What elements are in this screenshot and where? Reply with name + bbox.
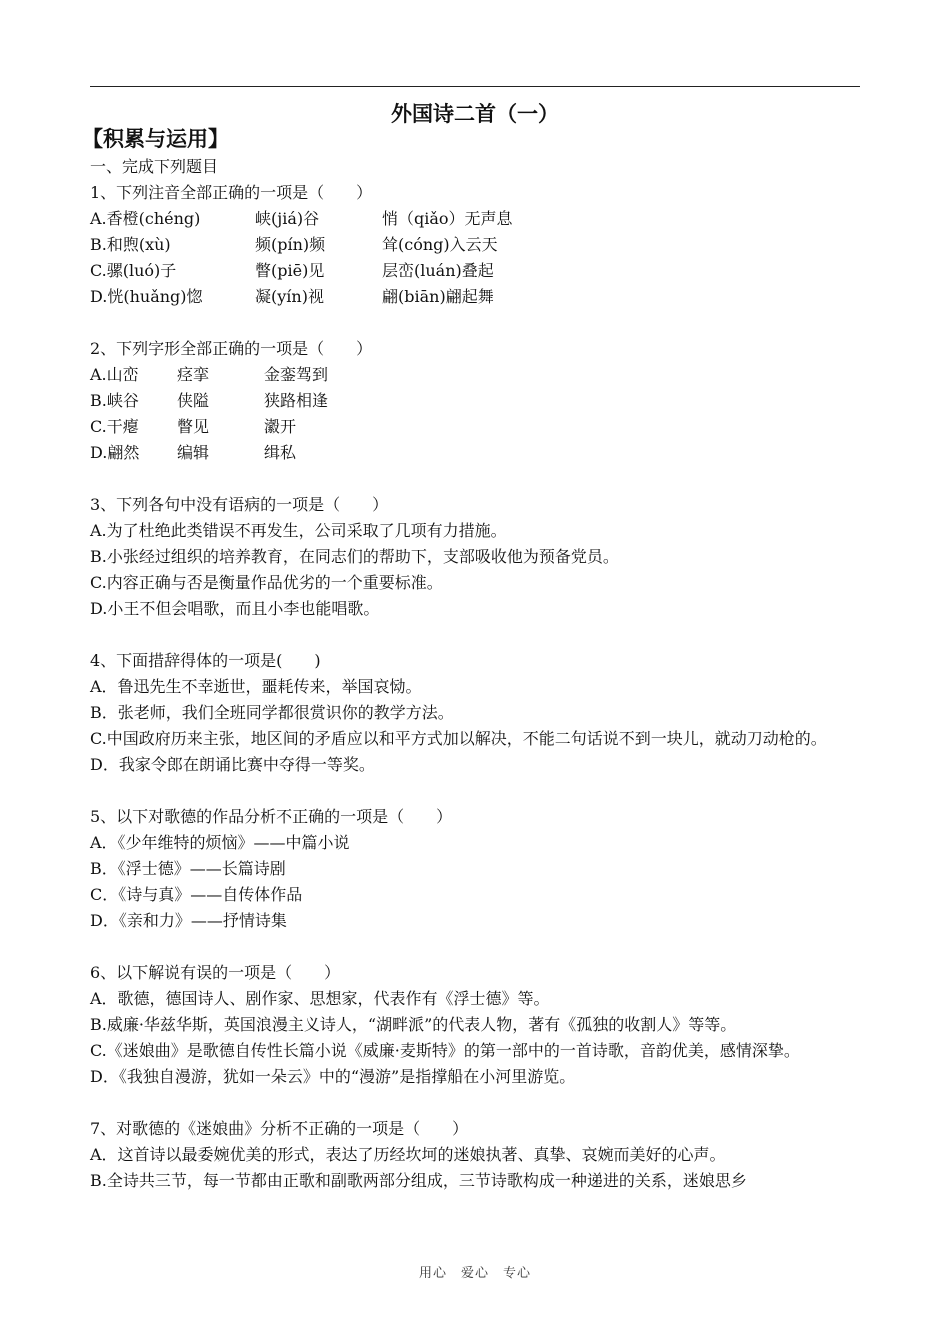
question-7 xyxy=(90,1116,860,1194)
question-stem: 2、下列字形全部正确的一项是（ ） xyxy=(90,339,373,358)
option-row xyxy=(90,284,860,310)
option-row xyxy=(90,440,860,466)
option-cell: C.骡(luó)子 xyxy=(90,261,177,280)
option-b: B.全诗共三节，每一节都由正歌和副歌两部分组成，三节诗歌构成一种递进的关系，迷娘思乡 xyxy=(90,1171,747,1190)
option-a: A．歌德，德国诗人、剧作家、思想家，代表作有《浮士德》等。 xyxy=(90,989,550,1008)
question-2 xyxy=(90,336,860,466)
option-d: D.小王不但会唱歌，而且小李也能唱歌。 xyxy=(90,599,380,618)
option-cell: 狭路相逢 xyxy=(264,391,329,410)
option-a: A．鲁迅先生不幸逝世，噩耗传来，举国哀恸。 xyxy=(90,677,422,696)
page-footer: 用心 爱心 专心 xyxy=(418,1266,531,1281)
option-c: C.内容正确与否是衡量作品优劣的一个重要标准。 xyxy=(90,573,443,592)
option-c: C．《诗与真》——自传体作品 xyxy=(90,885,303,904)
option-cell: 峡(jiá)谷 xyxy=(255,209,320,228)
document-body xyxy=(82,124,860,1194)
question-5 xyxy=(90,804,860,934)
option-a: A．《少年维特的烦恼》——中篇小说 xyxy=(90,833,350,852)
option-row xyxy=(90,388,860,414)
option-cell: D.恍(huǎng)惚 xyxy=(90,287,203,306)
question-3 xyxy=(90,492,860,622)
option-cell: 凝(yín)视 xyxy=(255,287,324,306)
option-b: B．《浮士德》——长篇诗剧 xyxy=(90,859,286,878)
option-cell: 耸(cóng)入云天 xyxy=(382,235,498,254)
option-cell: 层峦(luán)叠起 xyxy=(382,261,494,280)
option-row xyxy=(90,258,860,284)
option-c: C.《迷娘曲》是歌德自传性长篇小说《威廉·麦斯特》的第一部中的一首诗歌，音韵优美，感情深挚。 xyxy=(90,1041,800,1060)
option-cell: 瞥见 xyxy=(177,417,210,436)
option-d: D．《亲和力》——抒情诗集 xyxy=(90,911,287,930)
option-row xyxy=(90,232,860,258)
question-stem: 3、下列各句中没有语病的一项是（ ） xyxy=(90,495,389,514)
option-b: B.小张经过组织的培养教育，在同志们的帮助下，支部吸收他为预备党员。 xyxy=(90,547,619,566)
option-cell: 痉挛 xyxy=(177,365,210,384)
option-cell: 频(pín)频 xyxy=(255,235,326,254)
option-cell: 翩(biān)翩起舞 xyxy=(382,287,494,306)
question-stem: 6、以下解说有误的一项是（ ） xyxy=(90,963,341,982)
document-page xyxy=(82,0,860,1344)
option-cell: A.山峦 xyxy=(90,365,139,384)
option-cell: A.香橙(chéng) xyxy=(90,209,201,228)
page-title: 外国诗二首（一） xyxy=(391,102,559,126)
option-cell: D.翩然 xyxy=(90,443,140,462)
section-heading: 【积累与运用】 xyxy=(82,127,229,151)
option-cell: 缉私 xyxy=(264,443,297,462)
option-a: A.为了杜绝此类错误不再发生，公司采取了几项有力措施。 xyxy=(90,521,507,540)
question-6 xyxy=(90,960,860,1090)
option-cell: 瀫开 xyxy=(264,417,297,436)
option-a: A．这首诗以最委婉优美的形式，表达了历经坎坷的迷娘执著、真挚、哀婉而美好的心声。 xyxy=(90,1145,726,1164)
option-cell: B.峡谷 xyxy=(90,391,139,410)
option-c: C.中国政府历来主张，地区间的矛盾应以和平方式加以解决，不能二句话说不到一块儿，就动刀动枪的。 xyxy=(90,729,827,748)
part-heading: 一、完成下列题目 xyxy=(90,157,219,176)
question-stem: 1、下列注音全部正确的一项是（ ） xyxy=(90,183,373,202)
question-stem: 4、下面措辞得体的一项是( ) xyxy=(90,651,321,670)
question-4 xyxy=(90,648,860,778)
option-row xyxy=(90,362,860,388)
option-d: D．《我独自漫游，犹如一朵云》中的“漫游”是指撑船在小河里游览。 xyxy=(90,1067,576,1086)
option-cell: 编辑 xyxy=(177,443,210,462)
option-row xyxy=(90,414,860,440)
option-b: B.威廉·华兹华斯，英国浪漫主义诗人，“湖畔派”的代表人物，著有《孤独的收割人》等等。 xyxy=(90,1015,737,1034)
option-cell: B.和煦(xù) xyxy=(90,235,171,254)
option-cell: C.干瘪 xyxy=(90,417,139,436)
option-cell: 侠隘 xyxy=(177,391,210,410)
question-stem: 7、对歌德的《迷娘曲》分析不正确的一项是（ ） xyxy=(90,1119,469,1138)
question-1 xyxy=(90,180,860,310)
option-row xyxy=(90,206,860,232)
option-cell: 金銮驾到 xyxy=(264,365,329,384)
question-stem: 5、以下对歌德的作品分析不正确的一项是（ ） xyxy=(90,807,453,826)
option-d: D．我家令郎在朗诵比赛中夺得一等奖。 xyxy=(90,755,375,774)
option-b: B．张老师，我们全班同学都很赏识你的教学方法。 xyxy=(90,703,454,722)
header-rule xyxy=(90,86,860,87)
option-cell: 瞥(piē)见 xyxy=(255,261,325,280)
option-cell: 悄（qiǎo）无声息 xyxy=(382,209,513,228)
